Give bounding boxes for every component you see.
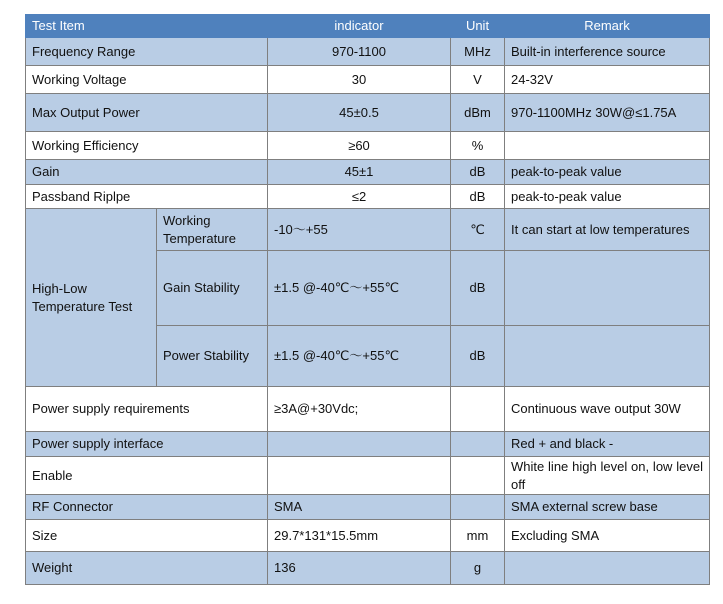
remark-cell	[505, 552, 710, 585]
remark-cell	[505, 132, 710, 160]
unit-cell: MHz	[451, 38, 505, 66]
unit-cell: %	[451, 132, 505, 160]
indicator-cell: 45±0.5	[268, 94, 451, 132]
indicator-cell: 29.7*131*15.5mm	[268, 520, 451, 552]
remark-cell: SMA external screw base	[505, 495, 710, 520]
header-remark: Remark	[505, 15, 710, 38]
item-cell: Working Efficiency	[26, 132, 268, 160]
unit-cell	[451, 387, 505, 432]
table-row	[26, 38, 710, 66]
unit-cell: dB	[451, 251, 505, 326]
table-row	[26, 552, 710, 585]
table-row	[26, 432, 710, 457]
remark-cell: 970-1100MHz 30W@≤1.75A	[505, 94, 710, 132]
table-row	[26, 132, 710, 160]
indicator-cell: 970-1100	[268, 38, 451, 66]
high-low-temperature-group: High-Low Temperature Test	[26, 209, 157, 387]
remark-cell: peak-to-peak value	[505, 160, 710, 185]
indicator-cell: ≥60	[268, 132, 451, 160]
remark-cell	[505, 326, 710, 387]
unit-cell: V	[451, 66, 505, 94]
table-row	[26, 94, 710, 132]
indicator-cell: 45±1	[268, 160, 451, 185]
remark-cell: Built-in interference source	[505, 38, 710, 66]
remark-cell: It can start at low temperatures	[505, 209, 710, 251]
indicator-cell: ≤2	[268, 185, 451, 209]
table-header-row	[26, 15, 710, 38]
header-indicator: indicator	[268, 15, 451, 38]
indicator-cell: ±1.5 @-40℃～+55℃	[268, 326, 451, 387]
indicator-cell: ±1.5 @-40℃～+55℃	[268, 251, 451, 326]
table-row	[26, 495, 710, 520]
table-row	[26, 185, 710, 209]
table-row	[26, 160, 710, 185]
remark-cell: peak-to-peak value	[505, 185, 710, 209]
spec-table	[25, 14, 710, 585]
indicator-cell: 136	[268, 552, 451, 585]
item-cell: Working Voltage	[26, 66, 268, 94]
remark-cell: 24-32V	[505, 66, 710, 94]
remark-cell: White line high level on, low level off	[505, 457, 710, 495]
indicator-cell: 30	[268, 66, 451, 94]
item-cell: Max Output Power	[26, 94, 268, 132]
table-row	[26, 520, 710, 552]
header-unit: Unit	[451, 15, 505, 38]
item-cell: Power supply requirements	[26, 387, 268, 432]
remark-cell: Continuous wave output 30W	[505, 387, 710, 432]
unit-cell: dBm	[451, 94, 505, 132]
unit-cell: ℃	[451, 209, 505, 251]
unit-cell: dB	[451, 326, 505, 387]
unit-cell	[451, 457, 505, 495]
item-cell: Enable	[26, 457, 268, 495]
item-cell: RF Connector	[26, 495, 268, 520]
table-row	[26, 209, 710, 251]
item-cell: Size	[26, 520, 268, 552]
table-row	[26, 387, 710, 432]
unit-cell	[451, 432, 505, 457]
item-cell: Weight	[26, 552, 268, 585]
indicator-cell: SMA	[268, 495, 451, 520]
unit-cell: mm	[451, 520, 505, 552]
remark-cell	[505, 251, 710, 326]
table-row	[26, 66, 710, 94]
indicator-cell	[268, 457, 451, 495]
item-cell: Power Stability	[157, 326, 268, 387]
indicator-cell: -10～+55	[268, 209, 451, 251]
indicator-cell	[268, 432, 451, 457]
item-cell: Working Temperature	[157, 209, 268, 251]
unit-cell: g	[451, 552, 505, 585]
item-cell: Power supply interface	[26, 432, 268, 457]
indicator-cell: ≥3A@+30Vdc;	[268, 387, 451, 432]
remark-cell: Red + and black -	[505, 432, 710, 457]
header-test-item: Test Item	[26, 15, 268, 38]
remark-cell: Excluding SMA	[505, 520, 710, 552]
item-cell: Gain	[26, 160, 268, 185]
item-cell: Gain Stability	[157, 251, 268, 326]
unit-cell: dB	[451, 160, 505, 185]
table-row	[26, 457, 710, 495]
unit-cell: dB	[451, 185, 505, 209]
unit-cell	[451, 495, 505, 520]
item-cell: Passband Riplpe	[26, 185, 268, 209]
item-cell: Frequency Range	[26, 38, 268, 66]
